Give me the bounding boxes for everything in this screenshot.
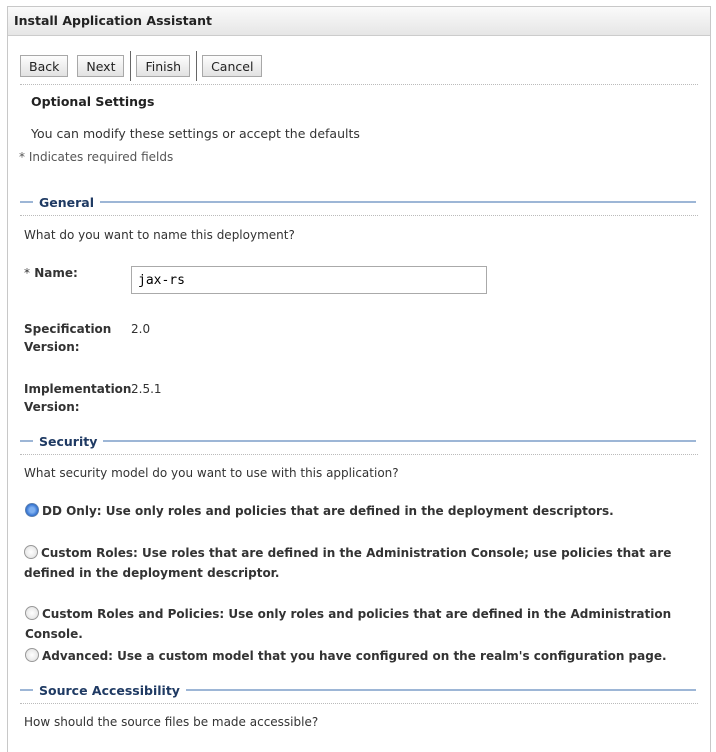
source-question: How should the source files be made accessible? xyxy=(24,715,319,729)
required-note: * Indicates required fields xyxy=(19,150,174,164)
name-label xyxy=(24,264,78,282)
cancel-button[interactable]: Cancel xyxy=(202,55,262,77)
section-title: General xyxy=(39,194,94,210)
option-label: Custom Roles: Use roles that are defined in the Administration Console; use policies that are defined in the deployment descriptor. xyxy=(24,546,672,580)
section-source-accessibility xyxy=(20,683,696,697)
name-label-text: Name: xyxy=(34,266,78,280)
radio-button-selected[interactable] xyxy=(25,503,39,517)
security-question: What security model do you want to use with this application? xyxy=(24,466,399,480)
radio-button[interactable] xyxy=(25,606,39,620)
option-label: DD Only: Use only roles and policies that are defined in the deployment descriptors. xyxy=(42,504,614,518)
finish-button[interactable]: Finish xyxy=(136,55,190,77)
divider xyxy=(20,454,698,455)
assistant-panel xyxy=(7,6,711,752)
section-title: Security xyxy=(39,433,98,449)
section-title: Source Accessibility xyxy=(39,682,180,698)
security-option-custom-roles-policies[interactable] xyxy=(25,604,705,644)
toolbar xyxy=(20,51,271,81)
spec-version-value: 2.0 xyxy=(131,322,151,336)
toolbar-separator xyxy=(130,51,131,81)
impl-version-value: 2.5.1 xyxy=(131,382,162,396)
option-label: Custom Roles and Policies: Use only roles and policies that are defined in the Administration Console. xyxy=(25,607,672,641)
next-button[interactable]: Next xyxy=(77,55,124,77)
toolbar-separator xyxy=(196,51,197,81)
page-description: You can modify these settings or accept the defaults xyxy=(31,126,360,141)
security-option-advanced[interactable] xyxy=(25,646,705,666)
radio-button[interactable] xyxy=(24,545,38,559)
option-label: Advanced: Use a custom model that you have configured on the realm's configuration page. xyxy=(42,649,667,663)
spec-version-label: Specification Version: xyxy=(24,322,112,354)
divider xyxy=(20,215,698,216)
radio-button[interactable] xyxy=(25,648,39,662)
back-button[interactable]: Back xyxy=(20,55,68,77)
section-security xyxy=(20,434,696,448)
security-option-dd-only[interactable] xyxy=(25,501,705,521)
security-option-custom-roles[interactable] xyxy=(24,543,704,583)
panel-title: Install Application Assistant xyxy=(8,7,710,36)
section-general xyxy=(20,195,696,209)
divider xyxy=(20,84,698,85)
impl-version-label: Implementation Version: xyxy=(24,382,132,414)
name-input[interactable] xyxy=(131,266,487,294)
page-heading: Optional Settings xyxy=(31,94,155,109)
general-question: What do you want to name this deployment? xyxy=(24,228,295,242)
divider xyxy=(20,703,698,704)
required-marker: * xyxy=(24,266,30,280)
